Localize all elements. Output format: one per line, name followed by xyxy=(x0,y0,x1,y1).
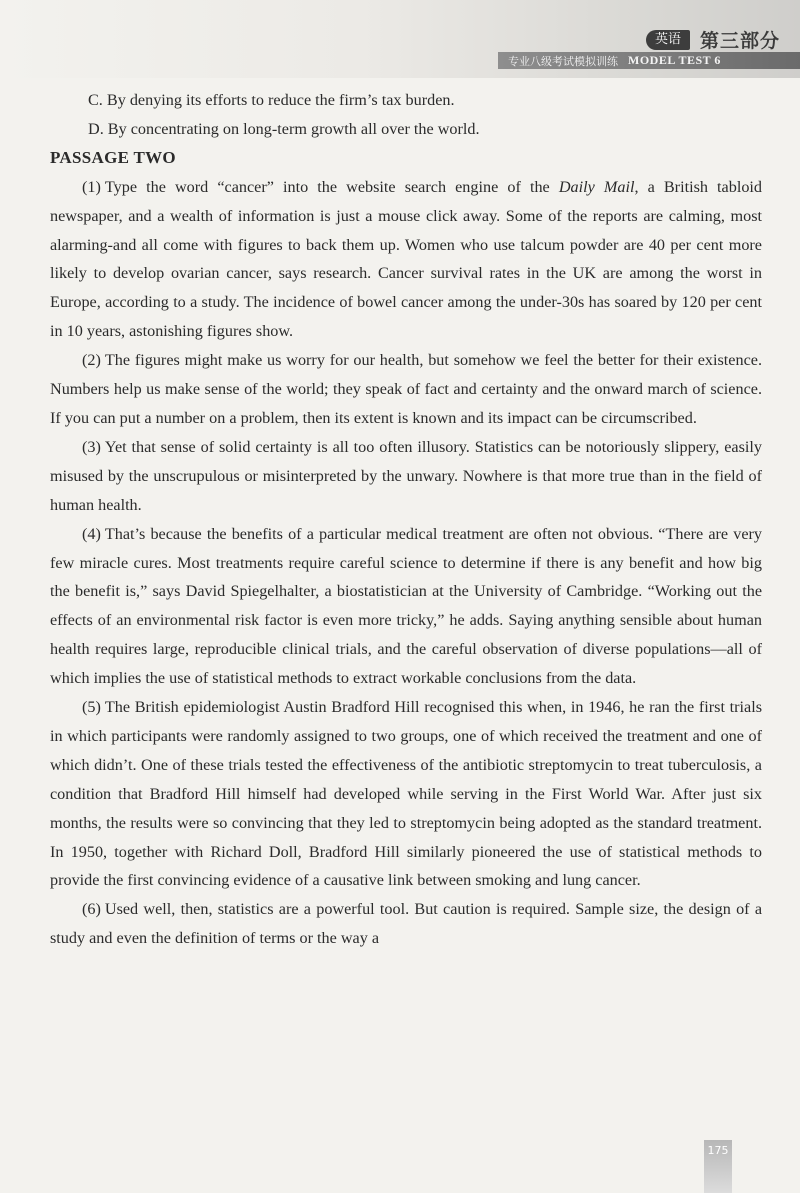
passage-title: PASSAGE TWO xyxy=(50,147,176,167)
paragraph-number: (3) xyxy=(82,437,101,456)
paragraph-text: The British epidemiologist Austin Bradford Hill recognised this when, in 1946, he ran the first trials in which participants were randomly assigned to two groups, one of which received the treatment and one of which didn’t. One of these trials tested the effectiveness of the antibiotic streptomycin to treat tuberculosis, a condition that Bradford Hill himself had developed while serving in the First World War. After just six months, the results were so convincing that they led to streptomycin being adopted as the standard treatment. In 1950, together with Richard Doll, Bradford Hill similarly pioneered the use of statistical methods to provide the first convincing evidence of a causative link between smoking and lung cancer. xyxy=(50,698,762,890)
paragraph-2 xyxy=(50,346,762,433)
header-subtitle-cn: 专业八级考试模拟训练 xyxy=(508,54,618,68)
paragraph-number: (6) xyxy=(82,900,101,919)
paragraph-text: That’s because the benefits of a particular medical treatment are often not obvious. “There are very few miracle cures. Most treatments require careful science to determine if there is any benefit and how big the benefit is,” says David Spiegelhalter, a biostatistician at the University of Cambridge. “Working out the effects of an environmental risk factor is even more tricky,” he adds. Saying anything sensible about human health requires large, reproducible clinical trials, and the careful observation of diverse populations—all of which implies the use of statistical methods to extract workable conclusions from the data. xyxy=(50,524,762,688)
header-subtitle-en: MODEL TEST 6 xyxy=(628,53,721,67)
paragraph-text: The figures might make us worry for our health, but somehow we feel the better for their existence. Numbers help us make sense of the world; they speak of fact and certainty and the onward march of science. If you can put a number on a problem, then its extent is known and its impact can be circumscribed. xyxy=(50,351,762,427)
paragraph-text: , a British tabloid newspaper, and a wealth of information is just a mouse click away. Some of the reports are calming, most alarming-and all come with figures to back them up. Women who use talcum powder are 40 per cent more likely to develop ovarian cancer, says research. Cancer survival rates in the UK are among the worst in Europe, according to a study. The incidence of bowel cancer among the under-30s has soared by 120 per cent in 10 years, astonishing figures show. xyxy=(50,177,763,341)
header-subtitle-strip xyxy=(498,52,800,69)
paragraph-6 xyxy=(50,895,762,953)
paragraph-number: (5) xyxy=(82,698,101,717)
newspaper-name: Daily Mail xyxy=(558,177,635,196)
answer-option-c: C. By denying its efforts to reduce the firm’s tax burden. xyxy=(88,91,455,109)
answer-option-d: D. By concentrating on long-term growth all over the world. xyxy=(88,119,480,138)
paragraph-text: Used well, then, statistics are a powerful tool. But caution is required. Sample size, the design of a study and even the definition of terms or the way a xyxy=(50,900,762,948)
paragraph-3 xyxy=(50,433,762,520)
paragraph-text: Yet that sense of solid certainty is all too often illusory. Statistics can be notoriously slippery, easily misused by the unscrupulous or misinterpreted by the unwary. Nowhere is that more true than in the field of human health. xyxy=(50,437,762,514)
paragraph-5 xyxy=(50,693,762,895)
paragraph-number: (2) xyxy=(82,351,101,370)
paragraph-4 xyxy=(50,520,762,693)
page-number-tab xyxy=(704,1140,732,1193)
passage-content xyxy=(50,86,762,953)
section-title: 第三部分 xyxy=(699,30,780,52)
paragraph-1 xyxy=(50,173,762,346)
paragraph-text: Type the word “cancer” into the website search engine of the xyxy=(104,177,559,196)
page-header xyxy=(646,26,780,53)
paragraph-number: (4) xyxy=(82,524,101,543)
paragraph-number: (1) xyxy=(82,177,101,196)
page-number: 175 xyxy=(707,1144,729,1157)
subject-badge: 英语 xyxy=(646,30,690,50)
